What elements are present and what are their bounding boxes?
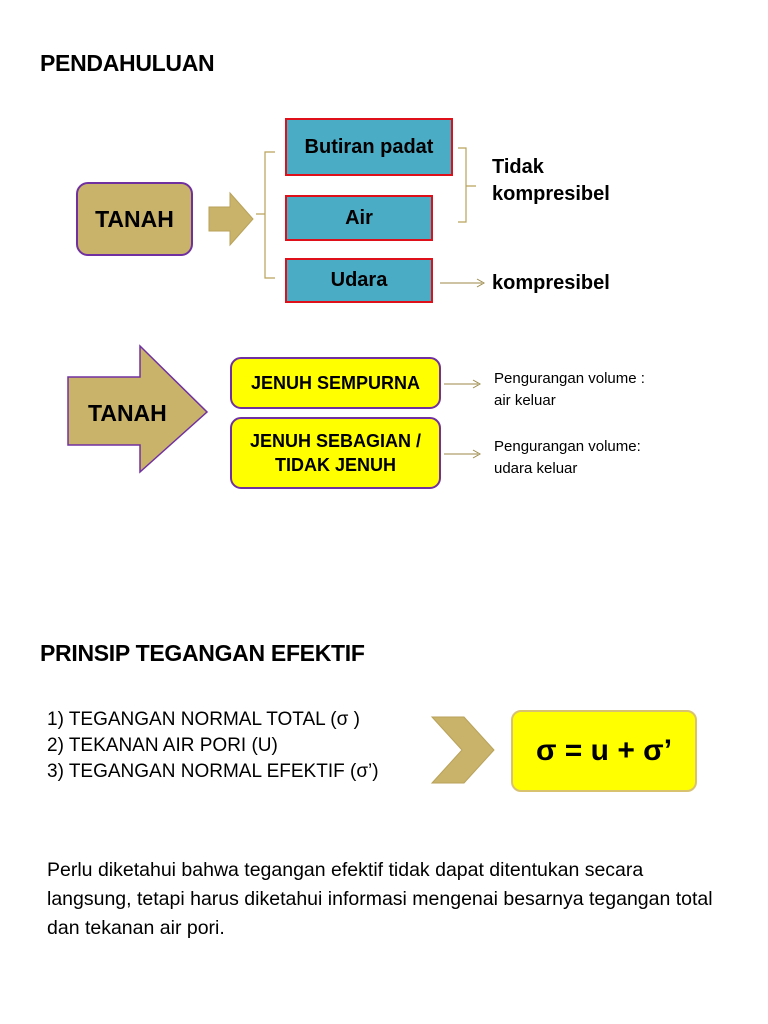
label-kompresibel: kompresibel — [492, 272, 610, 294]
formula-box: σ = u + σ’ — [511, 710, 697, 792]
note-air-keluar — [494, 368, 645, 412]
list-item: 2) TEKANAN AIR PORI (U) — [47, 735, 278, 756]
tanah-arrow-label: TANAH — [88, 400, 167, 426]
component-butiran-padat: Butiran padat — [285, 118, 453, 176]
label-tidak-kompresibel: Tidak kompresibel — [492, 156, 610, 205]
note-air-keluar-line2: air keluar — [494, 392, 556, 409]
explanation-paragraph: Perlu diketahui bahwa tegangan efektif tidak dapat ditentukan secara langsung, tetapi harus diketahui informasi mengenai besarnya tegangan total dan tekanan air pori. — [47, 859, 713, 939]
left-bracket — [256, 152, 275, 278]
section-title-prinsip: PRINSIP TEGANGAN EFEKTIF — [40, 640, 365, 666]
component-udara: Udara — [285, 258, 433, 303]
right-bracket — [458, 148, 476, 222]
stress-list — [47, 707, 379, 785]
note-air-keluar-line1: Pengurangan volume : — [494, 370, 645, 387]
state-jenuh-sebagian-line1: JENUH SEBAGIAN / — [249, 431, 422, 451]
note-udara-keluar-line1: Pengurangan volume: — [494, 438, 641, 455]
section-title-pendahuluan: PENDAHULUAN — [40, 50, 215, 76]
note-udara-keluar-line2: udara keluar — [494, 460, 578, 477]
list-item: 1) TEGANGAN NORMAL TOTAL (σ ) — [47, 709, 360, 730]
block-arrow-right-icon — [209, 193, 253, 245]
list-item: 3) TEGANGAN NORMAL EFEKTIF (σ’) — [47, 761, 379, 782]
state-jenuh-sebagian — [230, 417, 441, 489]
tanah-box: TANAH — [76, 182, 193, 256]
note-udara-keluar — [494, 436, 641, 480]
chevron-right-icon — [432, 717, 494, 783]
state-jenuh-sempurna: JENUH SEMPURNA — [230, 357, 441, 409]
state-jenuh-sebagian-line2: TIDAK JENUH — [274, 455, 396, 475]
component-air: Air — [285, 195, 433, 241]
